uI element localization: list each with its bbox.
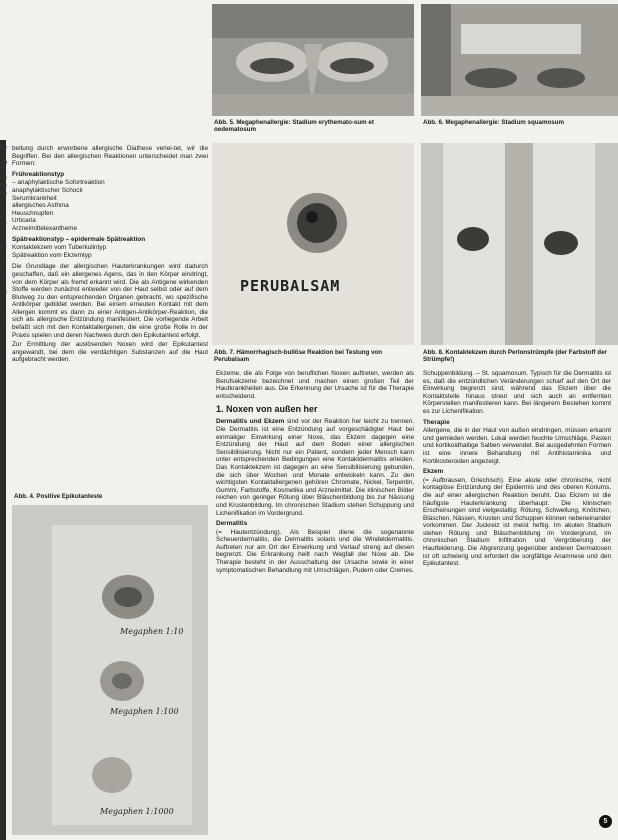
column-1-text [12,145,208,366]
face-squamous-image [421,4,618,116]
column-2-text [216,370,414,576]
perubalsam-test-image [212,143,414,345]
col1-paragraph-1: Die Grundlage der allergischen Hauterkrankungen wird dadurch geschaffen, daß ein allergenes Agens, das in den Körper eindringt, von dem Körper als fremd erkannt wird. Die als Antigene wirkenden Stoffe werden zunächst entweder von der Haut selbst oder auf dem Blutweg zu den entsprechenden Organen gebracht, wo spezifische Antikörper gebildet werden. Bei einem erneuten Kontakt mit dem Allergen kommt es dann zu einer Antigen-Antikörper-Reaktion, die sich als allergische Entzündung manifestiert. Die vorliegende Arbeit befaßt sich mit den Kontaktallergenen, die eine große Rolle in der Praxis spielen und deren Nachweis durch den Epikutantest erfolgt. [12,263,208,339]
figure-4-photo [12,505,208,835]
figure-8-photo [421,143,618,345]
col2-paragraph-3: (= Hautentzündung). Als Beispiel diene die sogenannte Scheuerdermatitis, die Dermatitis solaris und die Windeldermatitis. Auftreten nur am Ort der Einwirkung und Verlauf streng auf diesen begrenzt. Die Erkrankung heilt nach Wegfall der Noxe ab. Die Therapie besteht in der Ausschaltung der Ursache sowie in einer symptomatischen Behandlung mit Umschlägen, Pudern oder Cremes. [216,528,414,574]
list-item: Serumkrankheit [12,194,57,202]
figure-6-photo [421,4,618,116]
list-item: anaphylaktischer Schock [12,186,83,194]
figure-4-caption: Abb. 4. Positive Epikutanteste [14,493,103,500]
col2-heading-dermatitis-ekzem: Dermatitis und Ekzem [216,418,285,426]
list-item: Heuschnupfen [12,209,54,217]
legs-contact-eczema-image [421,143,618,345]
col3-heading-ekzem: Ekzem [423,468,444,476]
col2-paragraph-2: sind vor der Reaktion her leicht zu trennen. Die Dermatitis ist eine Entzündung auf vorgeschädigter Haut bei einmaliger Einwirkung einer Noxe, das Ekzem dagegen eine Entzündung der Haut auf dem Boden einer allergischen Sensibilisierung. Nicht nur ein Patient, sondern jeder Mensch kann unter entsprechenden Bedingungen eine Kontaktdermatitis erleiden. Das Kontaktekzem ist dagegen an eine Sensibilisierung gebunden, die sich über Wochen und Monate entwickeln kann. Zu den wichtigsten Kontaktallergenen gehören Chromate, Nickel, Terpentin, Gummi, Farbstoffe, Kosmetika und Arzneimittel. Die klinischen Bilder reichen von geringer Rötung über Bläschenbildung bis zur Nässung und Krustenbildung. Im chronischen Stadium stehen Schuppung und Lichenifikation im Vordergrund. [216,418,415,517]
col3-paragraph-1: Schuppenbildung. – St. squamosum. Typisch für die Dermatitis ist es, daß die entzündlichen Veränderungen scharf auf den Ort der Einwirkung begrenzt sind, während das Ekzem über die Kontaktstelle hinaus streut und sich auch an entfernten Körperstellen manifestieren kann. Bei längerem Bestehen kommt es zur Lichenifikation. [423,370,611,415]
epicutaneous-tests-image [12,505,208,835]
test-label-2: Megaphen 1:100 [110,707,179,716]
col1-paragraph-2: Zur Ermittlung der auslösenden Noxen wird der Epikutantest angewandt, bei dem die verdächtigen Substanzen auf die Haut aufgebracht werden. [12,341,208,364]
col1-heading-spaetreaktion: Spätreaktionstyp – epidermale Spätreaktion [12,235,146,243]
col2-section-heading: 1. Noxen von außen her [216,404,318,415]
test-label-1: Megaphen 1:10 [120,627,184,636]
list-item: Spätreaktion vom Ekzemtyp [12,251,92,259]
figure-5-caption: Abb. 5. Megaphenallergie: Stadium erythemato-sum et oedematosum [214,119,374,134]
col3-paragraph-3: (= Aufbrausen, Griechisch). Eine akute oder chronische, nicht kontagiöse Entzündung der Epidermis und des oberen Koriums, die auf einer allergischen Reaktion beruht. Das Ekzem ist die häufigste Hauterkrankung überhaupt. Die klinischen Erscheinungen sind vielgestaltig: Rötung, Schwellung, Knötchen, Bläschen, Nässen, Krusten und Schuppen können nebeneinander vorkommen. Der Juckreiz ist meist heftig. Im akuten Stadium stehen Rötung und Bläschenbildung im Vordergrund, im chronischen Stadium Infiltration und Vergröberung der Hautfelderung. Die Abgrenzung gegenüber anderen Dermatosen ist oft schwierig und erfordert die sorgfältige Anamnese und den Epikutantest. [423,476,611,568]
col1-heading-fruehreaktion: Frühreaktionstyp [12,170,65,178]
list-item: Arzneimittelexantheme [12,224,78,232]
col1-list-1 [12,179,208,232]
col2-paragraph-1: Ekzeme, die als Folge von beruflichen Noxen auftreten, werden als Berufsekzeme bezeichnet und machen einen großen Teil der Hautkrankheiten aus. Die Erkennung der Ursache ist für die Therapie entscheidend. [216,370,414,400]
figure-8-caption: Abb. 8. Kontaktekzem durch Perlonstrümpfe (der Farbstoff der Strümpfe!) [423,349,607,364]
page-number: 5 [599,815,612,828]
figure-6-caption: Abb. 6. Megaphenallergie: Stadium squamosum [423,119,564,126]
col2-heading-dermatitis: Dermatitis [216,520,248,528]
facing-page-fragment: ße ih Ab ie ha an en r re n he st ze ne r ke n di ta en s n le ei [0,145,8,326]
face-eyelids-image [212,4,414,116]
figure-5-photo [212,4,414,116]
column-3-text [423,370,611,570]
col1-intro: beitung durch erworbene allergische Diathese verlei-tet, wir die Begriffen. Bei den allergischen Reaktionen unterscheidet man zwei Formen: [12,145,208,168]
list-item: allergisches Asthma [12,202,69,210]
col3-paragraph-2: Allergene, die in der Haut von außen eindringen, müssen erkannt und gemieden werden. Lokal werden feuchte Umschläge, Pasten und kortikoidhaltige Salben verwendet. Bei ausgedehnten Formen ist eine innere Behandlung mit Antihistaminika und Kortikosteroiden angezeigt. [423,427,611,465]
col1-list-2 [12,244,208,259]
perubalsam-label: PERUBALSAM [240,277,341,295]
list-item: Urticaria [12,217,36,225]
col3-heading-therapie: Therapie [423,418,450,426]
list-item: Kontaktekzem vom Tuberkulintyp [12,244,107,252]
figure-7-photo [212,143,414,345]
figure-7-caption: Abb. 7. Hämorrhagisch-bullöse Reaktion bei Testung von Perubalsam [214,349,383,364]
list-item: – anaphylaktische Sofortreaktion [12,179,105,187]
test-label-3: Megaphen 1:1000 [100,807,174,816]
